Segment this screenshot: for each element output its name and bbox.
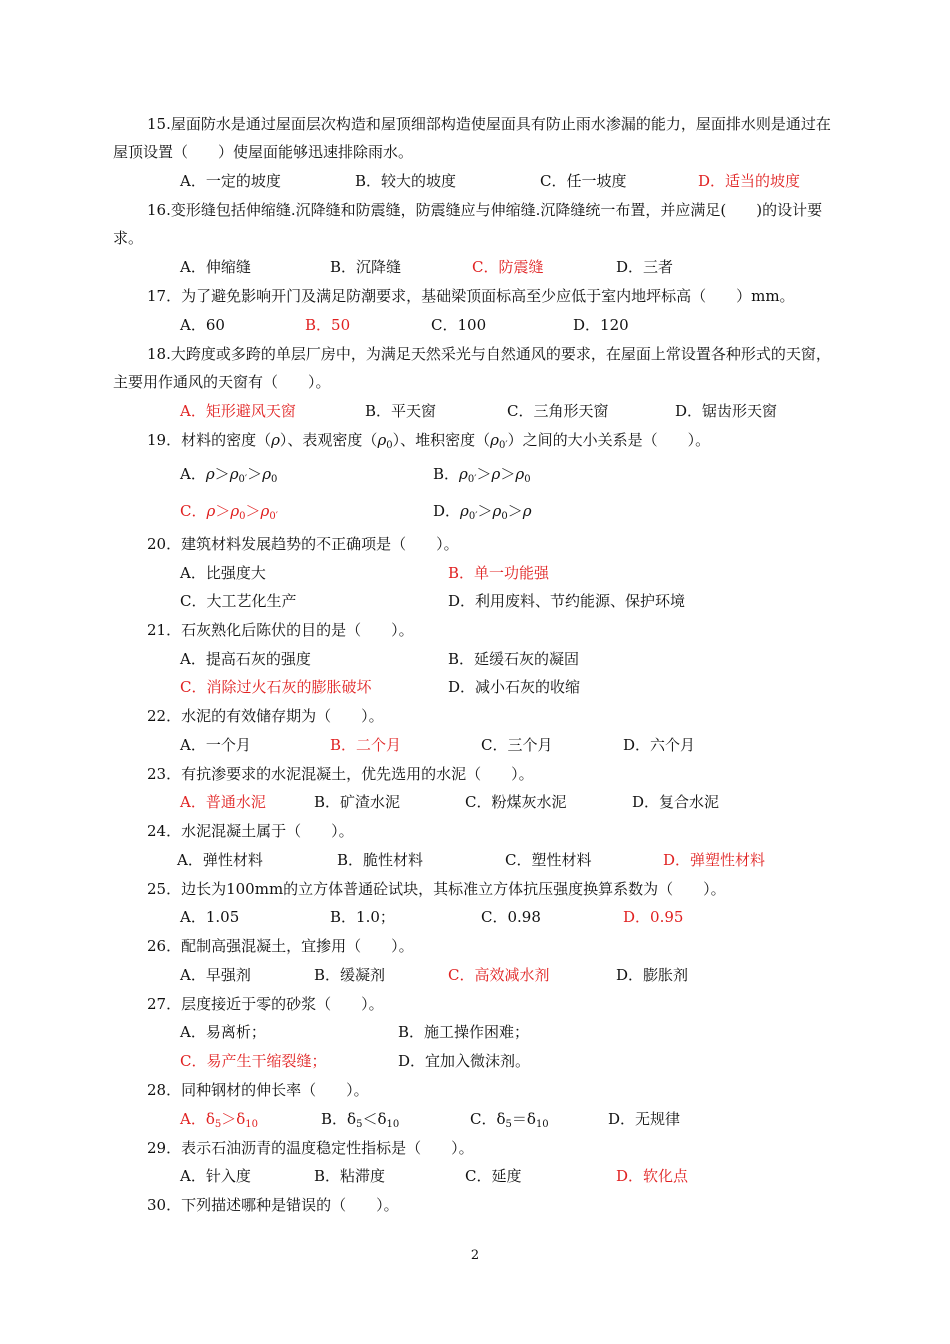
option-a: A．比强度大 xyxy=(180,564,266,582)
options-row xyxy=(0,397,950,425)
option-a: A．伸缩缝 xyxy=(180,258,251,276)
question-stem: 28．同种钢材的伸长率（ ）。 xyxy=(147,1081,369,1099)
option-a: A．弹性材料 xyxy=(177,851,263,869)
question-19 xyxy=(113,426,843,460)
question-stem: 27．层度接近于零的砂浆（ ）。 xyxy=(147,995,384,1013)
options-row xyxy=(0,645,950,673)
options-row xyxy=(0,673,950,701)
question-stem: 16.变形缝包括伸缩缝.沉降缝和防震缝，防震缝应与伸缩缝.沉降缝统一布置，并应满足( )的设计要求。 xyxy=(113,201,823,247)
options-row xyxy=(0,846,950,874)
option-c: C．$\delta_5=\delta_{10}$ xyxy=(470,1110,549,1130)
options-row xyxy=(0,1047,950,1075)
option-b: B．1.0； xyxy=(330,908,395,926)
option-a: A．早强剂 xyxy=(180,966,251,984)
option-b: B．沉降缝 xyxy=(330,258,402,276)
option-b: B．延缓石灰的凝固 xyxy=(448,650,580,668)
option-c-answer: C．易产生干缩裂缝； xyxy=(180,1052,327,1070)
option-b: B．平天窗 xyxy=(365,402,437,420)
option-d-answer: D．软化点 xyxy=(616,1167,689,1185)
option-d: D．复合水泥 xyxy=(632,793,720,811)
option-b: B．$\rho_{0'}>\rho>\rho_0$ xyxy=(433,465,531,485)
option-b: B．较大的坡度 xyxy=(355,172,457,190)
option-b-answer: B．单一功能强 xyxy=(448,564,550,582)
question-26 xyxy=(113,932,843,960)
question-24 xyxy=(113,817,843,845)
question-15 xyxy=(113,110,843,166)
option-b: B．粘滞度 xyxy=(314,1167,386,1185)
option-a-answer: A．普通水泥 xyxy=(180,793,266,811)
options-row xyxy=(0,961,950,989)
options-row xyxy=(0,731,950,759)
option-a: A．针入度 xyxy=(180,1167,251,1185)
option-c-answer: C．$\rho>\rho_0>\rho_{0'}$ xyxy=(180,502,279,522)
question-stem: 30．下列描述哪种是错误的（ ）。 xyxy=(147,1196,399,1214)
option-c: C．粉煤灰水泥 xyxy=(465,793,567,811)
options-row xyxy=(0,1162,950,1190)
option-a-answer: A．矩形避风天窗 xyxy=(180,402,296,420)
option-d: D．膨胀剂 xyxy=(616,966,689,984)
options-row xyxy=(0,788,950,816)
question-25 xyxy=(113,875,843,903)
question-stem: 25．边长为100mm的立方体普通砼试块，其标准立方体抗压强度换算系数为（ ）。 xyxy=(147,880,726,898)
option-d: D．$\rho_{0'}>\rho_0>\rho$ xyxy=(433,502,532,522)
option-c: C．0.98 xyxy=(481,908,541,926)
option-c: C．大工艺化生产 xyxy=(180,592,297,610)
options-row xyxy=(0,497,950,525)
option-c: C．延度 xyxy=(465,1167,522,1185)
options-row xyxy=(0,1018,950,1046)
question-29 xyxy=(113,1134,843,1162)
option-d: D．120 xyxy=(573,316,629,334)
question-17 xyxy=(113,282,843,310)
option-d: D．三者 xyxy=(616,258,674,276)
option-d-answer: D．适当的坡度 xyxy=(698,172,801,190)
question-21 xyxy=(113,616,843,644)
question-22 xyxy=(113,702,843,730)
option-b-answer: B．二个月 xyxy=(330,736,402,754)
option-c: C．三个月 xyxy=(481,736,553,754)
option-d: D．减小石灰的收缩 xyxy=(448,678,581,696)
option-d-answer: D．0.95 xyxy=(623,908,684,926)
option-b-answer: B．50 xyxy=(305,316,351,334)
option-d: D．无规律 xyxy=(608,1110,681,1128)
question-stem: 18.大跨度或多跨的单层厂房中，为满足天然采光与自然通风的要求，在屋面上常设置各种形式的天窗，主要用作通风的天窗有（ ）。 xyxy=(113,345,831,391)
question-stem: 24．水泥混凝土属于（ ）。 xyxy=(147,822,354,840)
option-a: A．$\rho>\rho_{0'}>\rho_0$ xyxy=(180,465,278,485)
options-row xyxy=(0,1105,950,1133)
question-stem: 17．为了避免影响开门及满足防潮要求，基础梁顶面标高至少应低于室内地坪标高（ ）mm。 xyxy=(147,287,795,305)
option-b: B．矿渣水泥 xyxy=(314,793,401,811)
question-30 xyxy=(113,1191,843,1219)
question-23 xyxy=(113,760,843,788)
option-b: B．施工操作困难； xyxy=(398,1023,530,1041)
option-c-answer: C．高效减水剂 xyxy=(448,966,550,984)
options-row xyxy=(0,311,950,339)
page-number: 2 xyxy=(470,1248,480,1263)
option-d: D．宜加入微沫剂。 xyxy=(398,1052,531,1070)
option-c: C．100 xyxy=(431,316,487,334)
question-stem: 21．石灰熟化后陈伏的目的是（ ）。 xyxy=(147,621,414,639)
option-d: D．利用废料、节约能源、保护环境 xyxy=(448,592,686,610)
option-c-answer: C．防震缝 xyxy=(472,258,544,276)
option-a: A．一定的坡度 xyxy=(180,172,281,190)
question-stem: 23．有抗渗要求的水泥混凝土，优先选用的水泥（ ）。 xyxy=(147,765,534,783)
option-c: C．三角形天窗 xyxy=(507,402,609,420)
option-b: B．$\delta_5<\delta_{10}$ xyxy=(321,1110,400,1130)
question-stem: 26．配制高强混凝土，宜掺用（ ）。 xyxy=(147,937,414,955)
option-c: C．任一坡度 xyxy=(540,172,627,190)
option-c: C．塑性材料 xyxy=(505,851,592,869)
question-stem: 20．建筑材料发展趋势的不正确项是（ ）。 xyxy=(147,535,459,553)
question-stem: 15.屋面防水是通过屋面层次构造和屋顶细部构造使屋面具有防止雨水渗漏的能力，屋面排水则是通过在屋顶设置（ ）使屋面能够迅速排除雨水。 xyxy=(113,115,831,161)
option-a-answer: A．$\delta_5>\delta_{10}$ xyxy=(180,1110,259,1130)
option-a: A．1.05 xyxy=(180,908,240,926)
option-d: D．六个月 xyxy=(623,736,696,754)
option-a: A．一个月 xyxy=(180,736,251,754)
question-28 xyxy=(113,1076,843,1104)
option-a: A．提高石灰的强度 xyxy=(180,650,311,668)
option-d: D．锯齿形天窗 xyxy=(675,402,778,420)
option-d-answer: D．弹塑性材料 xyxy=(663,851,766,869)
question-stem: 22．水泥的有效储存期为（ ）。 xyxy=(147,707,384,725)
options-row xyxy=(0,253,950,281)
option-b: B．缓凝剂 xyxy=(314,966,386,984)
option-a: A．60 xyxy=(180,316,225,334)
option-a: A．易离析； xyxy=(180,1023,266,1041)
options-row xyxy=(0,167,950,195)
question-stem: 19．材料的密度（ρ）、表观密度$(\rho_0)$、堆积密度$(\rho_{0'})$之间的大小关系是（ ）。 xyxy=(147,431,711,451)
options-row xyxy=(0,587,950,615)
options-row xyxy=(0,903,950,931)
question-20 xyxy=(113,530,843,558)
question-27 xyxy=(113,990,843,1018)
option-c-answer: C．消除过火石灰的膨胀破坏 xyxy=(180,678,372,696)
question-18 xyxy=(113,340,843,396)
question-16 xyxy=(113,196,843,252)
options-row xyxy=(0,559,950,587)
option-b: B．脆性材料 xyxy=(337,851,424,869)
question-stem: 29．表示石油沥青的温度稳定性指标是（ ）。 xyxy=(147,1139,474,1157)
options-row xyxy=(0,460,950,488)
